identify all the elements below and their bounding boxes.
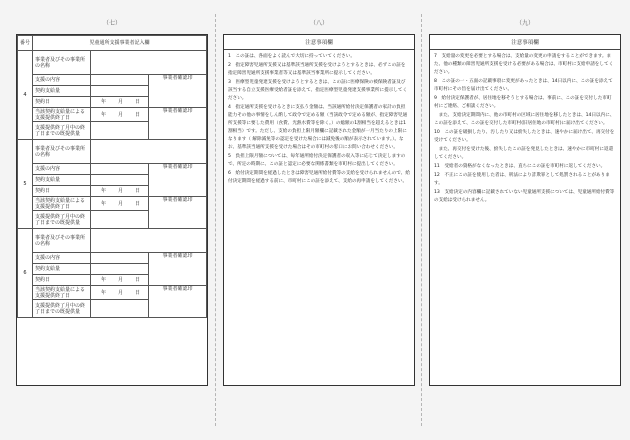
support-content-field[interactable] (91, 164, 149, 175)
end-date-field[interactable]: 年 月 日 (91, 286, 149, 300)
support-content-label: 支援の内容 (33, 164, 91, 175)
business-name-field[interactable] (91, 140, 207, 164)
note-item: 5 負担上限月額については、毎年通所給付決定保護者の収入等に応じて決定しますので、所定の時期に、この証と認定に必要な関係書類を市町村に提出してください。 (228, 154, 406, 167)
confirm-seal-label: 事業者確認印 (149, 164, 207, 197)
contract-date-field[interactable]: 年 月 日 (91, 186, 149, 197)
note-item: また、支給決定期間内に、他の市町村の区域に居住地を移したときは、14日以内に、この証を添えて、この証を交付した市町村(旧居住地の市町村)に届け出てください。 (434, 113, 615, 126)
entry-number: 4 (18, 51, 33, 140)
end-date-field[interactable]: 年 月 日 (91, 197, 149, 211)
note-item: 8 この証の一・五面の記載事項に変更があったときは、14日以内に、この証を添えて市町村にその旨を届け出てください。 (434, 79, 613, 92)
form-frame (16, 34, 208, 386)
contract-amount-label: 契約支給量 (33, 86, 91, 97)
notes-box (223, 34, 415, 386)
entry-number: 6 (18, 229, 33, 318)
support-content-label: 支援の内容 (33, 253, 91, 264)
panel-number: （七） (102, 20, 121, 27)
note-item: また、再交付を受けた後、紛失したこの証を発見したときは、速やかに市町村に返還してください。 (434, 147, 614, 160)
business-name-label: 事業者及びその事業所の名称 (33, 229, 91, 253)
support-content-label: 支援の内容 (33, 75, 91, 86)
end-date-label: 当該契約支給量による支援提供終了日 (33, 197, 91, 211)
note-item: 6 給付決定期間を経過したときは障害児通所給付費等の支給を受けられませんので、給付決定期間を経過する前に、市町村にこの証を添えて、支給の再申請をしてください。 (228, 171, 410, 184)
business-name-label: 事業者及びその事業所の名称 (33, 140, 91, 164)
support-content-field[interactable] (91, 75, 149, 86)
contract-amount-field[interactable] (91, 264, 149, 275)
business-name-label: 事業者及びその事業所の名称 (33, 51, 91, 75)
note-item: 7 支給量の変更を必要とする場合は、支給量の変更の申請をすることができます。また、他の種類の障害児通所支援を受ける必要がある場合は、市町村に支給申請をしてください。 (434, 54, 614, 75)
note-item: 1 この証は、各面をよく読んで大切に持っていてください。 (228, 54, 355, 59)
remaining-label: 支援提供終了月中の終了日までの既提供量 (33, 300, 91, 318)
note-item: 10 この証を破損したり、汚したり又は紛失したときは、速やかに届け出て、再交付を受けてください。 (434, 130, 615, 143)
note-item: 13 支給決定の内容欄に記載されていない児童通所支援については、児童通所給付費等の支給は受けられません。 (434, 190, 615, 203)
end-date-field[interactable]: 年 月 日 (91, 108, 149, 122)
remaining-field[interactable] (91, 211, 149, 229)
business-name-field[interactable] (91, 229, 207, 253)
contract-date-field[interactable]: 年 月 日 (91, 97, 149, 108)
note-item: 9 給付決定保護者が、居住地を移そうとする場合は、事前に、この証を交付した市町村にご連絡、ご相談ください。 (434, 96, 612, 109)
notes-body (430, 50, 620, 209)
confirm-seal-label: 事業者確認印 (149, 253, 207, 286)
notes-panel-2 (429, 22, 621, 386)
confirm-seal-label: 事業者確認印 (149, 108, 207, 140)
confirm-seal-label: 事業者確認印 (149, 286, 207, 318)
contract-date-label: 契約日 (33, 186, 91, 197)
note-item: 3 医療型児童発達支援を受けようとするときは、この証に医療保険の被保険者証及び該当する自立支援医療受給者証を添えて、指定医療型児童発達支援事業所に提示してください。 (228, 80, 408, 101)
number-header: 番号 (18, 36, 33, 51)
provider-entry-table (17, 35, 207, 318)
notes-title: 注意事項欄 (224, 35, 414, 50)
note-item: 2 指定障害児通所支援又は基準該当通所支援を受けようとするときは、必ずこの証を指定障害児通所支援事業者等又は基準該当事業所に提示してください。 (228, 63, 406, 76)
panel-number: （九） (515, 20, 534, 27)
contract-amount-label: 契約支給量 (33, 264, 91, 275)
note-item: 11 受給者の資格がなくなったときは、直ちにこの証を市町村に返してください。 (434, 164, 606, 169)
remaining-label: 支援提供終了月中の終了日までの既提供量 (33, 122, 91, 140)
end-date-label: 当該契約支給量による支援提供終了日 (33, 286, 91, 300)
entry-number: 5 (18, 140, 33, 229)
contract-amount-label: 契約支給量 (33, 175, 91, 186)
notes-body (224, 50, 414, 190)
remaining-field[interactable] (91, 300, 149, 318)
confirm-seal-label: 事業者確認印 (149, 75, 207, 108)
contract-date-label: 契約日 (33, 275, 91, 286)
provider-entry-panel (16, 22, 208, 386)
end-date-label: 当該契約支給量による支援提供終了日 (33, 108, 91, 122)
notes-box (429, 34, 621, 386)
support-content-field[interactable] (91, 253, 149, 264)
confirm-seal-label: 事業者確認印 (149, 197, 207, 229)
note-item: 4 指定通所支援を受けるときに支払う金額は、当該通所給付決定保護者の家計の負担能力その他の事情をしん酌して政令で定める額（当該政令で定める額が、指定障害児通所支援等に要した費用（食費、光熱水費等を除く。）の総額の1割相当を超えるときは1割相当）です。ただし、支給の負担上限月額欄に記載された金額が一月当たりの上限になります（ 解除減免等の認定を受けた場合には減免後の額が表示されています。）。なお、基準該当通所支援を受けた場合はその市町村の窓口にお問い合わせください。 (228, 105, 408, 150)
contract-amount-field[interactable] (91, 86, 149, 97)
remaining-label: 支援提供終了月中の終了日までの既提供量 (33, 211, 91, 229)
fold-line (421, 14, 422, 426)
contract-date-field[interactable]: 年 月 日 (91, 275, 149, 286)
panel-number: （八） (309, 20, 328, 27)
form-title: 児童通所支援事業者記入欄 (33, 36, 207, 51)
note-item: 12 不正にこの証を使用した者は、刑法により詐欺罪として処罰されることがあります。 (434, 173, 610, 186)
fold-line (215, 14, 216, 426)
contract-amount-field[interactable] (91, 175, 149, 186)
remaining-field[interactable] (91, 122, 149, 140)
business-name-field[interactable] (91, 51, 207, 75)
contract-date-label: 契約日 (33, 97, 91, 108)
notes-panel-1 (223, 22, 415, 386)
notes-title: 注意事項欄 (430, 35, 620, 50)
